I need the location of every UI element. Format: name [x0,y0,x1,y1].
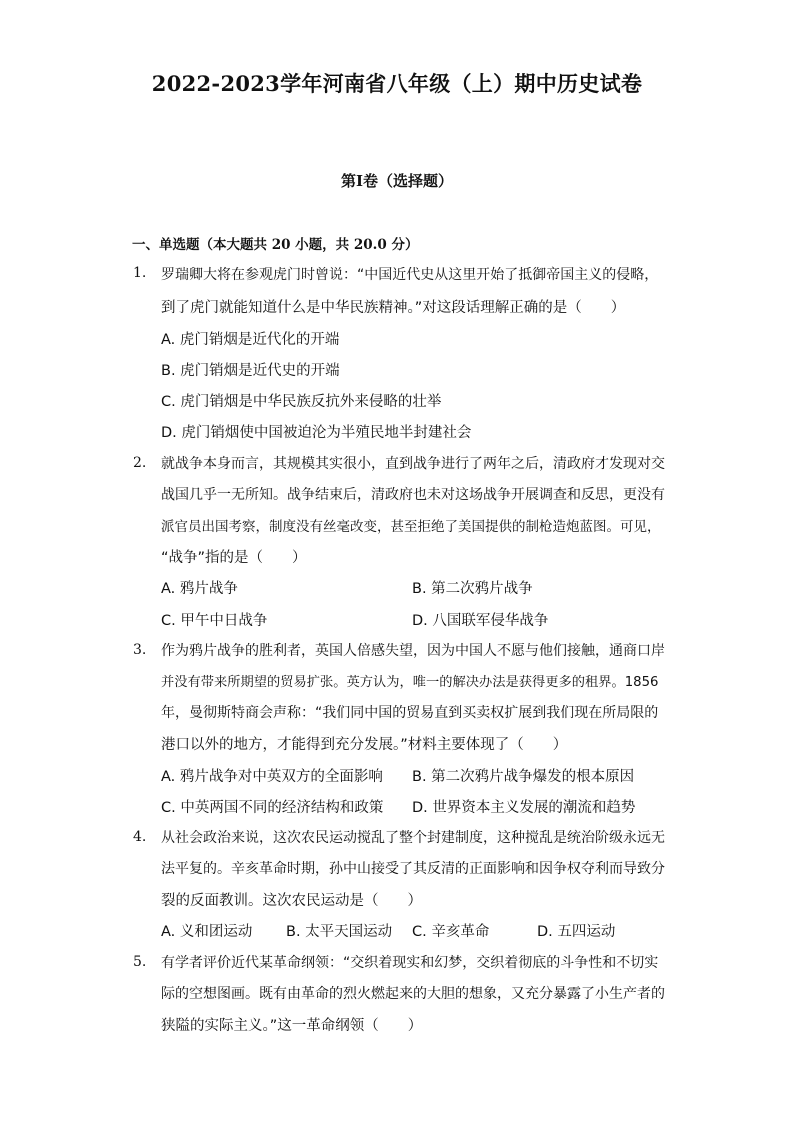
option-b: B. 第二次鸦片战争 [412,581,533,597]
question-text-line: 狭隘的实际主义。”这一革命纲领（ ） [161,1018,423,1034]
option-d: D. 虎门销烟使中国被迫沦为半殖民地半封建社会 [161,425,472,441]
section-heading: 一、单选题（本大题共 20 小题，共 20.0 分） [132,237,419,253]
question-text-line: 罗瑞卿大将在参观虎门时曾说：“中国近代史从这里开始了抵御帝国主义的侵略， [161,267,659,283]
question-text-line: 年，曼彻斯特商会声称：“我们同中国的贸易直到买卖权扩展到我们现在所局限的 [161,705,659,721]
question-text-line: 就战争本身而言，其规模其实很小，直到战争进行了两年之后，清政府才发现对交 [161,456,665,472]
option-a: A. 鸦片战争 [161,581,238,597]
option-b: B. 第二次鸦片战争爆发的根本原因 [412,769,635,785]
question-number: 1. [133,265,147,281]
question-text-line: 派官员出国考察，制度没有丝毫改变，甚至拒绝了美国提供的制枪造炮蓝图。可见， [161,519,661,535]
option-c: C. 虎门销烟是中华民族反抗外来侵略的壮举 [161,394,442,410]
question-text-line: “战争”指的是（ ） [161,550,307,566]
question-text-line: 际的空想图画。既有由革命的烈火燃起来的大胆的想象，又充分暴露了小生产者的 [161,986,665,1002]
question-text-line: 法平复的。辛亥革命时期，孙中山接受了其反清的正面影响和因争权夺利而导致分 [161,861,665,877]
question-text-line: 战国几乎一无所知。战争结束后，清政府也未对这场战争开展调查和反思，更没有 [161,487,665,503]
option-d: D. 世界资本主义发展的潮流和趋势 [412,800,636,816]
question-number: 5. [133,954,147,970]
option-a: A. 鸦片战争对中英双方的全面影响 [161,769,383,785]
option-c: C. 甲午中日战争 [161,613,268,629]
question-number: 3. [133,642,147,658]
question-text-line: 作为鸦片战争的胜利者，英国人倍感失望，因为中国人不愿与他们接触，通商口岸 [161,643,665,659]
option-c: C. 辛亥革命 [412,924,490,940]
volume-heading: 第Ⅰ卷（选择题） [340,172,454,190]
option-d: D. 五四运动 [537,924,616,940]
question-text-line: 从社会政治来说，这次农民运动搅乱了整个封建制度，这种搅乱是统治阶级永远无 [161,830,665,846]
question-number: 4. [133,829,147,845]
exam-title: 2022-2023学年河南省八年级（上）期中历史试卷 [151,71,643,96]
option-d: D. 八国联军侵华战争 [412,613,549,629]
question-text-line: 到了虎门就能知道什么是中华民族精神。”对这段话理解正确的是（ ） [161,300,626,316]
option-b: B. 虎门销烟是近代史的开端 [161,363,340,379]
question-text-line: 并没有带来所期望的贸易扩张。英方认为，唯一的解决办法是获得更多的租界。1856 [161,675,659,690]
option-b: B. 太平天国运动 [286,924,393,940]
question-text-line: 港口以外的地方，才能得到充分发展。”材料主要体现了（ ） [161,737,568,753]
option-a: A. 虎门销烟是近代化的开端 [161,332,340,348]
option-a: A. 义和团运动 [161,924,253,940]
question-text-line: 裂的反面教训。这次农民运动是（ ） [161,893,422,909]
question-text-line: 有学者评价近代某革命纲领：“交织着现实和幻梦，交织着彻底的斗争性和不切实 [161,955,659,971]
option-c: C. 中英两国不同的经济结构和政策 [161,800,384,816]
question-number: 2. [133,455,147,471]
